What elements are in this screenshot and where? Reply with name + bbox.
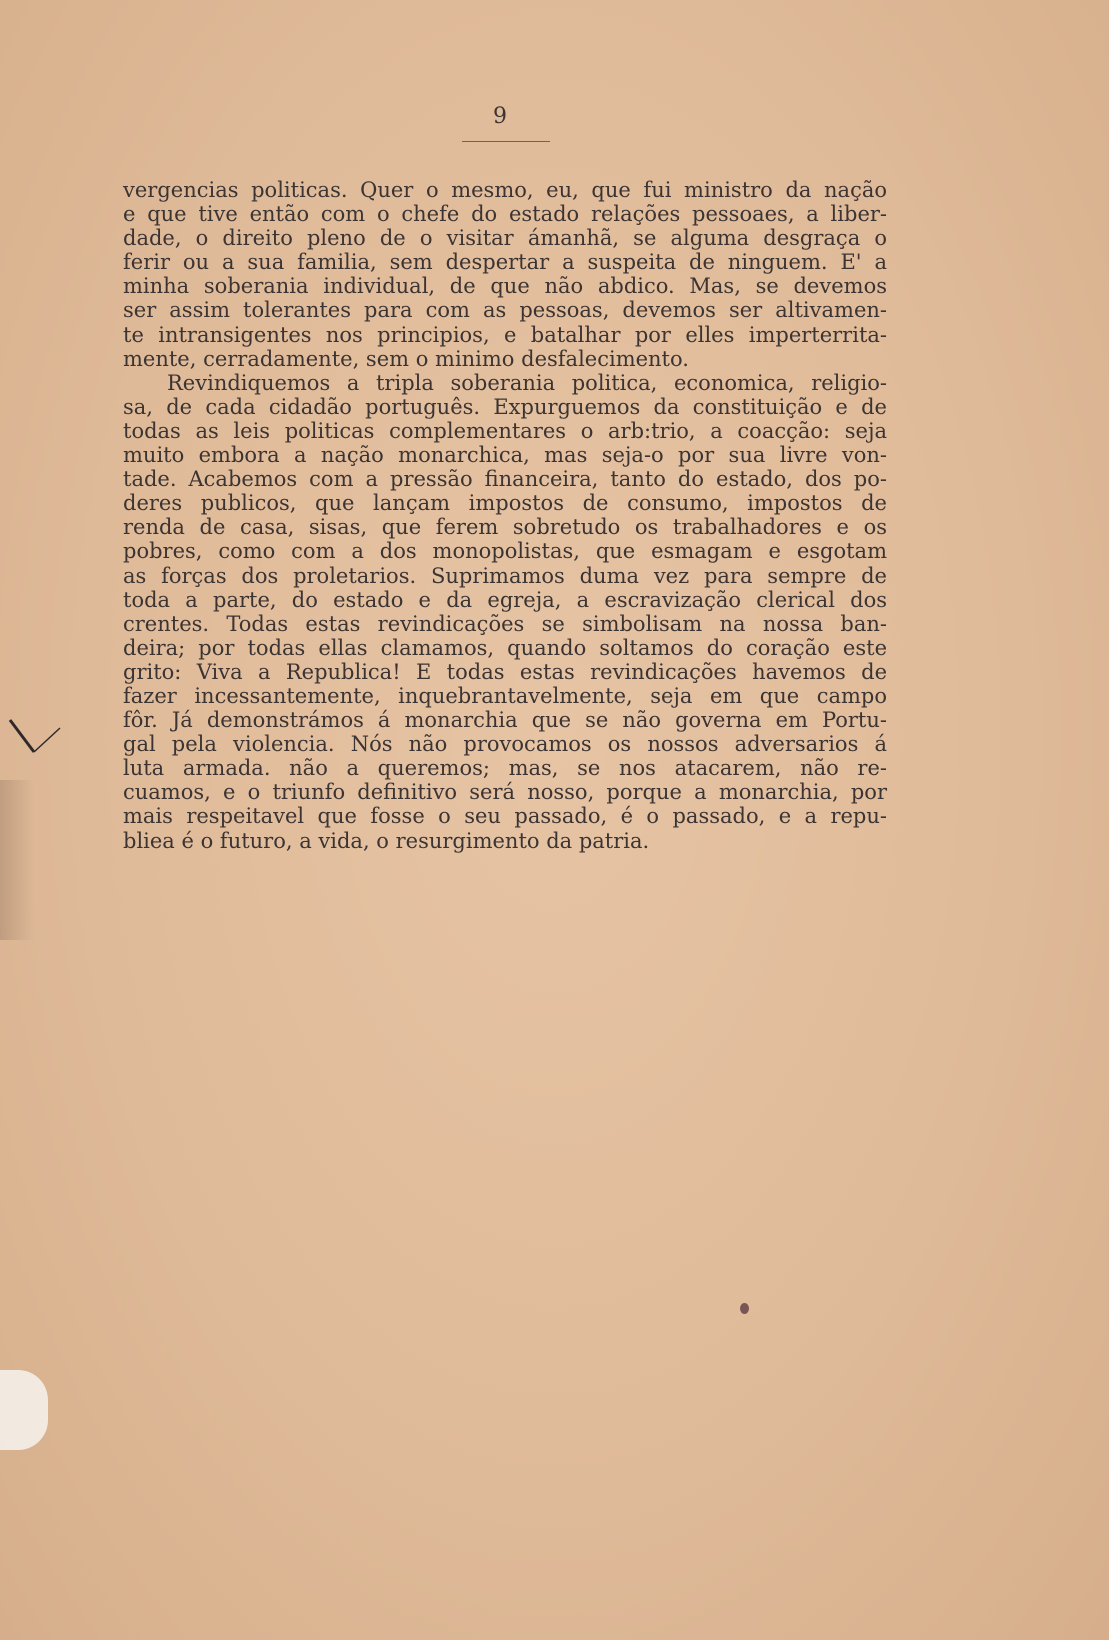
paper-stain <box>0 1370 48 1450</box>
text-line: Revindiquemos a tripla soberania politica, economica, religio- <box>167 370 887 395</box>
text-line: ser assim tolerantes para com as pessoas, devemos ser altivamen- <box>123 298 887 323</box>
text-line: tade. Acabemos com a pressão financeira, tanto do estado, dos po- <box>123 467 887 492</box>
text-line: ferir ou a sua familia, sem despertar a suspeita de ninguem. E' a <box>123 250 887 275</box>
text-line: bliea é o futuro, a vida, o resurgimento da patria. <box>123 828 650 853</box>
text-line: vergencias politicas. Quer o mesmo, eu, que fui ministro da nação <box>123 178 887 202</box>
text-line: toda a parte, do estado e da egreja, a escravização clerical dos <box>123 587 887 612</box>
text-line: sa, de cada cidadão português. Expurguemos da constituição e de <box>123 394 887 419</box>
ink-speck <box>740 1303 749 1314</box>
header-rule <box>462 141 550 142</box>
text-line: dade, o direito pleno de o visitar ámanhã, se alguma desgraça o <box>123 226 887 251</box>
margin-check-mark <box>4 718 64 774</box>
text-line: fôr. Já demonstrámos á monarchia que se não governa em Portu- <box>123 708 887 733</box>
page-number: 9 <box>493 104 507 129</box>
text-line: pobres, como com a dos monopolistas, que esmagam e esgotam <box>123 539 887 564</box>
text-line: luta armada. não a queremos; mas, se nos atacarem, não re- <box>123 756 887 781</box>
text-line: e que tive então com o chefe do estado relações pessoaes, a liber- <box>123 202 887 227</box>
text-line: as forças dos proletarios. Suprimamos duma vez para sempre de <box>123 563 887 588</box>
text-line: mais respeitavel que fosse o seu passado, é o passado, e a repu- <box>123 804 887 829</box>
body-text <box>123 178 887 853</box>
text-line: crentes. Todas estas revindicações se simbolisam na nossa ban- <box>123 611 887 636</box>
edge-shadow <box>0 780 34 940</box>
text-line: renda de casa, sisas, que ferem sobretudo os trabalhadores e os <box>123 515 887 540</box>
text-line: te intransigentes nos principios, e batalhar por elles imperterrita- <box>123 322 887 347</box>
text-line: cuamos, e o triunfo definitivo será nosso, porque a monarchia, por <box>123 780 887 805</box>
text-line: todas as leis politicas complementares o arb:trio, a coacção: seja <box>123 418 887 443</box>
text-line: grito: Viva a Republica! E todas estas revindicações havemos de <box>123 659 887 684</box>
text-line: muito embora a nação monarchica, mas seja-o por sua livre von- <box>123 443 887 468</box>
text-line: deres publicos, que lançam impostos de consumo, impostos de <box>123 491 887 516</box>
text-line: gal pela violencia. Nós não provocamos os nossos adversarios á <box>123 732 887 757</box>
text-line: minha soberania individual, de que não abdico. Mas, se devemos <box>123 274 887 299</box>
text-line: fazer incessantemente, inquebrantavelmente, seja em que campo <box>123 683 887 708</box>
text-line: deira; por todas ellas clamamos, quando soltamos do coração este <box>123 635 887 660</box>
text-line: mente, cerradamente, sem o minimo desfalecimento. <box>123 346 689 371</box>
